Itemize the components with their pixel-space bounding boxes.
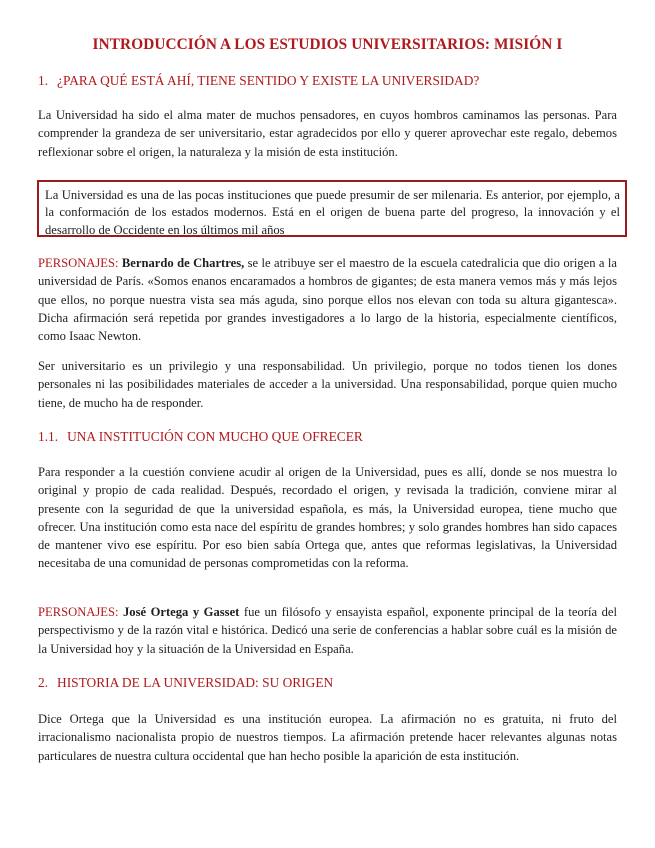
- section-1-1-number: 1.1.: [38, 429, 59, 444]
- section-1-title: ¿PARA QUÉ ESTÁ AHÍ, TIENE SENTIDO Y EXISTE LA UNIVERSIDAD?: [57, 73, 480, 88]
- section-1-intro: La Universidad ha sido el alma mater de muchos pensadores, en cuyos hombros caminamos las personas. Para comprender la grandeza de ser universitario, estar agradecidos por ello y querer aprovechar este regalo, debemos reflexionar sobre el origen, la naturaleza y la misión de esta institución.: [38, 108, 617, 159]
- section-1-1-body: Para responder a la cuestión conviene acudir al origen de la Universidad, pues es allí, donde se nos muestra lo original y propio de cada realidad. Después, recordado el origen, y revisada la tradición, conviene mirar al presente con la seguridad de que la universidad española, es más, la Universidad europea, tiene mucho que ofrecer. Una institución como esta nace del espíritu de grandes hombres; y solo grandes hombres han sido capaces de mantener vivo ese espíritu. Por eso bien sabía Ortega que, antes que reformas legislativas, la Universidad necesitaba de una comunidad de personas comprometidas con la reforma.: [38, 465, 617, 571]
- personaje-text: fue un filósofo y ensayista español, exponente principal de la teoría del perspectivismo y de la razón vital e histórica. Dedicó una serie de conferencias a hablar sobre cuál es la misión de la Universidad hoy y la situación de la Universidad en España.: [38, 605, 617, 656]
- personajes-label: PERSONAJES:: [38, 605, 119, 619]
- personaje-name: Bernardo de Chartres,: [121, 256, 245, 270]
- section-2-number: 2.: [38, 675, 49, 690]
- privilege-paragraph: Ser universitario es un privilegio y una responsabilidad. Un privilegio, porque no todos tienen los dones personales ni las posibilidades materiales de acceder a la universidad. Una responsabilidad, porque quien mucho tiene, de mucho ha de responder.: [38, 359, 617, 410]
- section-2-heading: [38, 675, 618, 691]
- section-2-body: Dice Ortega que la Universidad es una institución europea. La afirmación no es gratuita, ni fruto del irracionalismo nacionalista propio de nuestros tiempos. La afirmación pretende hacer relevantes algunas notas particulares de nuestra cultura occidental que han hecho posible la aparición de esta institución.: [38, 712, 617, 763]
- section-1-heading: [38, 73, 618, 89]
- section-2-title: HISTORIA DE LA UNIVERSIDAD: SU ORIGEN: [57, 675, 334, 690]
- section-1-1-heading: [38, 429, 618, 445]
- personaje-name: José Ortega y Gasset: [123, 605, 240, 619]
- personaje-text: se le atribuye ser el maestro de la escuela catedralicia que dio origen a la universidad de París. «Somos enanos encaramados a hombros de gigantes; de esta manera vemos más y más lejos que ellos, no porque nuestra vista sea más aguda, sino porque ellos nos elevan con toda su altura gigantesca». Dicha afirmación será repetida por grandes investigadores a lo largo de la historia, especialmente científicos, como Isaac Newton.: [38, 256, 617, 344]
- section-1-1-title: UNA INSTITUCIÓN CON MUCHO QUE OFRECER: [67, 429, 363, 444]
- personajes-chartres: [38, 254, 617, 345]
- section-1-number: 1.: [38, 73, 49, 88]
- highlight-box: [37, 180, 627, 237]
- personajes-label: PERSONAJES:: [38, 256, 119, 270]
- personajes-ortega: [38, 603, 617, 658]
- highlight-text: La Universidad es una de las pocas instituciones que puede presumir de ser milenaria. Es anterior, por ejemplo, a la conformación de los estados modernos. Está en el origen de buena parte del progreso, la innovación y el desarrollo de Occidente en los últimos mil años: [45, 188, 620, 237]
- document-title: INTRODUCCIÓN A LOS ESTUDIOS UNIVERSITARIOS: MISIÓN I: [92, 36, 563, 53]
